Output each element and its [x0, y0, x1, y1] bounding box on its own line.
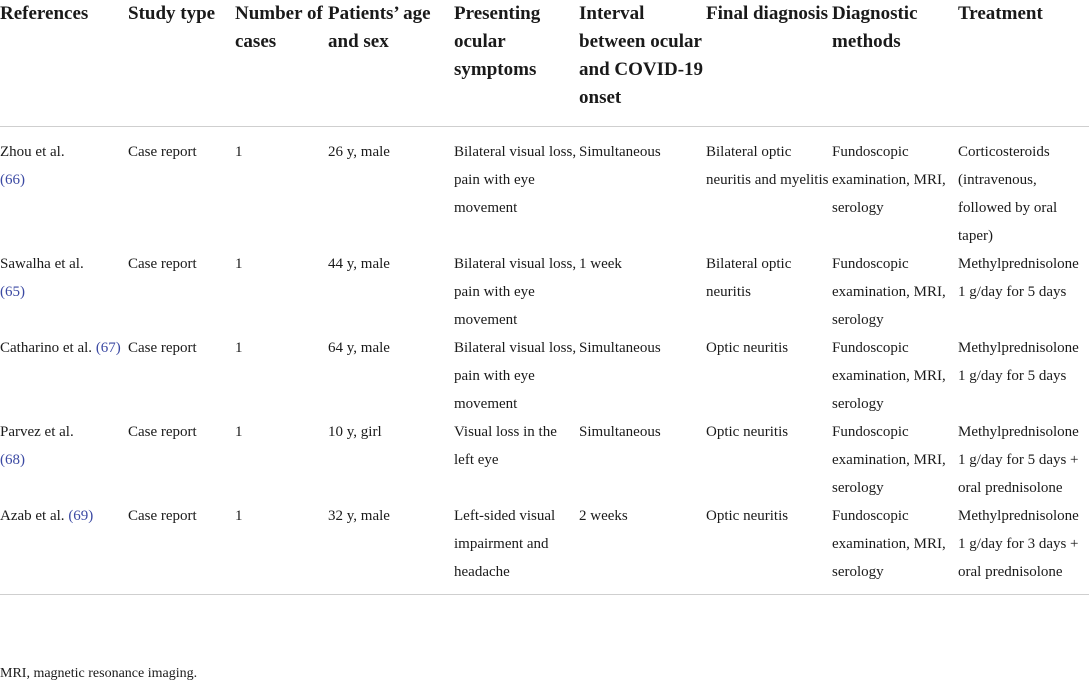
cell-treatment: Methylprednisolone 1 g/day for 5 days + oral prednisolone [958, 424, 1079, 496]
reference-text: Parvez et al. [0, 424, 74, 440]
cell-interval: 2 weeks [579, 502, 706, 595]
header-study-type: Study type [128, 0, 235, 127]
cell-symptoms: Bilateral visual loss, pain with eye movement [454, 256, 577, 328]
header-age-sex: Patients’ age and sex [328, 0, 454, 127]
cell-cases: 1 [235, 256, 243, 272]
cell-methods: Fundoscopic examination, MRI, serology [832, 144, 946, 216]
table-row [0, 334, 1089, 418]
cell-study-type: Case report [128, 256, 197, 272]
cell-interval: Simultaneous [579, 424, 661, 440]
cell-treatment: Methylprednisolone 1 g/day for 3 days + oral prednisolone [958, 502, 1089, 595]
cell-reference [0, 250, 128, 334]
cell-treatment: Corticosteroids (intravenous, followed by oral taper) [958, 144, 1058, 244]
cell-symptoms: Visual loss in the left eye [454, 424, 557, 468]
cell-methods: Fundoscopic examination, MRI, serology [832, 424, 946, 496]
header-symptoms: Presenting ocular symptoms [454, 0, 579, 127]
cell-diagnosis: Optic neuritis [706, 502, 832, 595]
table-row [0, 250, 1089, 334]
reference-text: Catharino et al. [0, 340, 93, 356]
reference-link[interactable]: (67) [95, 340, 121, 356]
header-number-of-cases: Number of cases [235, 0, 328, 127]
reference-text: Sawalha et al. [0, 256, 84, 272]
table-row [0, 418, 1089, 502]
cell-study-type: Case report [128, 340, 197, 356]
cell-interval: Simultaneous [579, 340, 661, 356]
cell-study-type: Case report [128, 144, 197, 160]
cell-treatment: Methylprednisolone 1 g/day for 5 days [958, 340, 1079, 384]
cell-age-sex: 44 y, male [328, 256, 390, 272]
cell-symptoms: Left-sided visual impairment and headache [454, 502, 579, 595]
cell-cases: 1 [235, 502, 328, 595]
table-footnote: MRI, magnetic resonance imaging. [0, 666, 198, 681]
header-references: References [0, 0, 128, 127]
cell-age-sex: 64 y, male [328, 340, 390, 356]
cell-age-sex: 32 y, male [328, 502, 454, 595]
cell-diagnosis: Optic neuritis [706, 424, 789, 440]
cell-methods: Fundoscopic examination, MRI, serology [832, 502, 958, 595]
reference-link[interactable]: (68) [0, 452, 25, 468]
cell-interval: 1 week [579, 256, 622, 272]
reference-link[interactable]: (65) [0, 284, 25, 300]
table-row [0, 127, 1089, 251]
cell-age-sex: 26 y, male [328, 144, 390, 160]
cell-methods: Fundoscopic examination, MRI, serology [832, 256, 946, 328]
cell-diagnosis: Bilateral optic neuritis and myelitis [706, 144, 829, 188]
header-interval: Interval between ocular and COVID-19 onset [579, 0, 706, 127]
cell-reference [0, 334, 128, 418]
cell-study-type: Case report [128, 424, 197, 440]
cell-cases: 1 [235, 340, 243, 356]
cell-diagnosis: Optic neuritis [706, 340, 789, 356]
header-diagnostic-methods: Diagnostic methods [832, 0, 958, 127]
table-row [0, 502, 1089, 595]
cell-interval: Simultaneous [579, 144, 661, 160]
cell-cases: 1 [235, 144, 243, 160]
reference-link[interactable]: (69) [68, 508, 94, 524]
cell-methods: Fundoscopic examination, MRI, serology [832, 340, 946, 412]
cell-reference [0, 502, 128, 595]
cell-age-sex: 10 y, girl [328, 424, 382, 440]
table-header-row [0, 0, 1089, 127]
cell-reference [0, 127, 128, 251]
header-treatment: Treatment [958, 0, 1089, 127]
cell-cases: 1 [235, 424, 243, 440]
reference-text: Azab et al. [0, 508, 65, 524]
cell-diagnosis: Bilateral optic neuritis [706, 256, 792, 300]
cell-reference [0, 418, 128, 502]
header-final-diagnosis: Final diagnosis [706, 0, 832, 127]
cell-treatment: Methylprednisolone 1 g/day for 5 days [958, 256, 1079, 300]
cell-study-type: Case report [128, 502, 235, 595]
reference-text: Zhou et al. [0, 144, 65, 160]
cell-symptoms: Bilateral visual loss, pain with eye movement [454, 340, 577, 412]
reference-link[interactable]: (66) [0, 172, 25, 188]
cell-symptoms: Bilateral visual loss, pain with eye movement [454, 144, 577, 216]
